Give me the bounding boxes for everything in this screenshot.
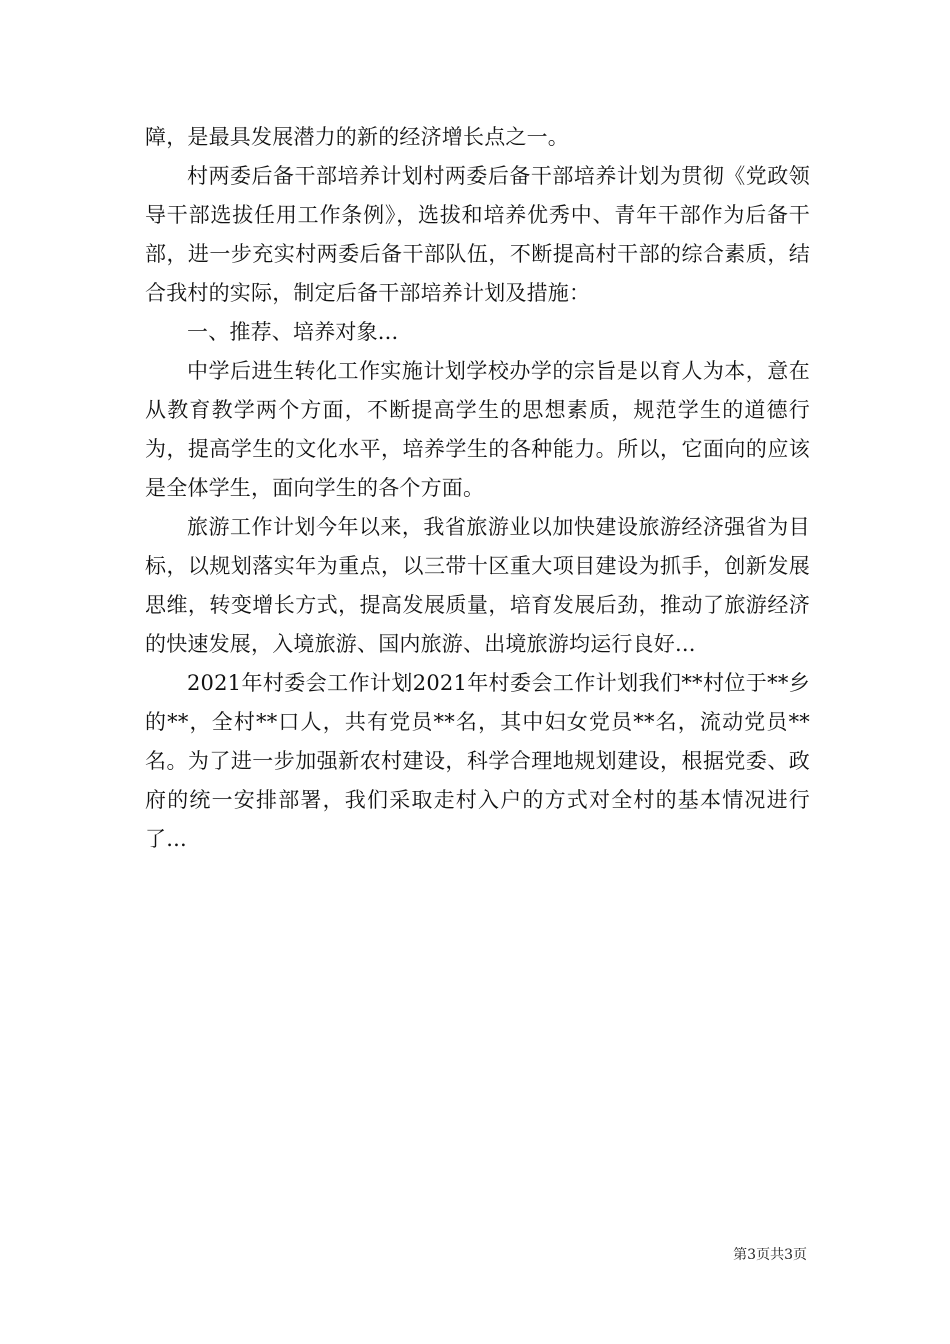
paragraph-recommend-train: 一、推荐、培养对象...	[187, 320, 399, 344]
paragraph-continuation: 障，是最具发展潜力的新的经济增长点之一。	[145, 125, 569, 149]
paragraph-school-plan: 中学后进生转化工作实施计划学校办学的宗旨是以育人为本，意在从教育教学两个方面，不断提高学生的思想素质，规范学生的道德行为，提高学生的文化水平，培养学生的各种能力。所以，它面向的应该是全体学生，面向学生的各个方面。	[145, 359, 810, 500]
paragraph-village-cadre-plan: 村两委后备干部培养计划村两委后备干部培养计划为贯彻《党政领导干部选拔任用工作条例》，选拔和培养优秀中、青年干部作为后备干部，进一步充实村两委后备干部队伍，不断提高村干部的综合素质，结合我村的实际，制定后备干部培养计划及措施：	[145, 164, 810, 305]
document-body	[145, 118, 810, 859]
paragraph-tourism-plan: 旅游工作计划今年以来，我省旅游业以加快建设旅游经济强省为目标，以规划落实年为重点，以三带十区重大项目建设为抓手，创新发展思维，转变增长方式，提高发展质量，培育发展后劲，推动了旅游经济的快速发展，入境旅游、国内旅游、出境旅游均运行良好...	[145, 515, 810, 656]
paragraph-village-committee-plan: 2021年村委会工作计划2021年村委会工作计划我们**村位于**乡的**，全村**口人，共有党员**名，其中妇女党员**名，流动党员**名。为了进一步加强新农村建设，科学合理地规划建设，根据党委、政府的统一安排部署，我们采取走村入户的方式对全村的基本情况进行了...	[145, 671, 810, 851]
page-number-footer: 第3页共3页	[733, 1247, 807, 1263]
